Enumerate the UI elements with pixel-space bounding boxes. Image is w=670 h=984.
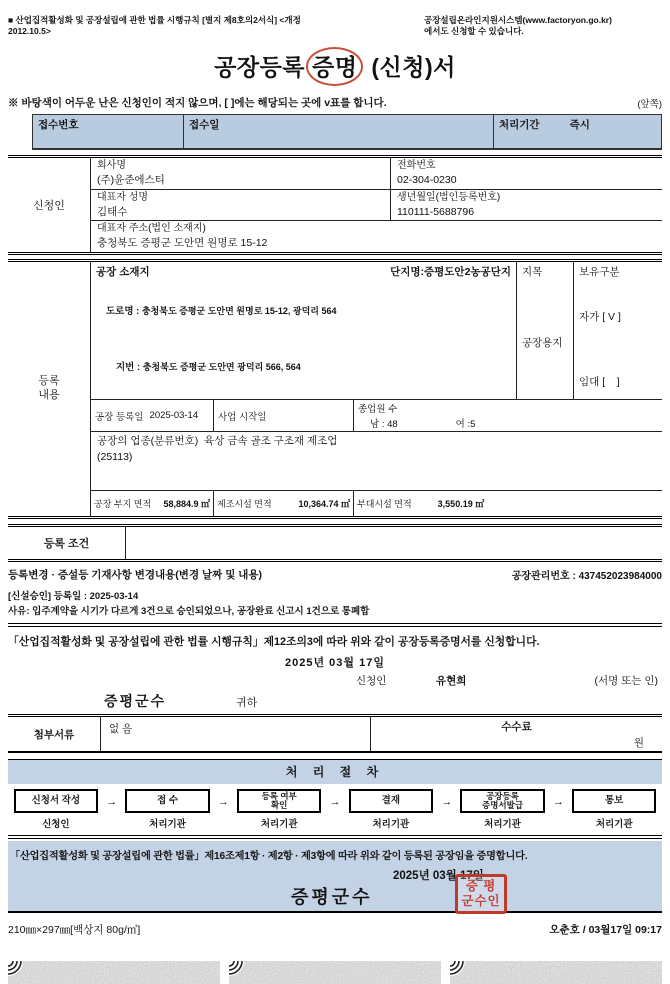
factory-mgmt-number-value: 437452023984000 <box>578 571 662 583</box>
manufacturing-area-label: 제조시설 면적 <box>217 499 272 510</box>
ceo-name-label: 대표자 성명 <box>97 191 149 203</box>
registration-date-label: 공장 등록일 <box>95 411 144 423</box>
processing-period-cell <box>493 115 661 148</box>
change-record-line1: [신설승인] 등록일 : 2025-03-14 <box>8 591 139 603</box>
processing-procedure-title: 처 리 절 차 <box>8 759 662 784</box>
company-name-value: (주)윤준에스티 <box>97 174 165 187</box>
factory-mgmt-number-label: 공장관리번호 : <box>511 571 576 583</box>
fee-unit: 원 <box>633 737 644 750</box>
industrial-complex-name: 단지명:증평도안2농공단지 <box>390 266 511 279</box>
company-name-cell <box>90 158 390 190</box>
phone-label: 전화번호 <box>397 160 436 172</box>
industry-type-label: 공장의 업종(분류번호) <box>97 435 199 448</box>
process-step-box: 신청서 작성 <box>14 789 98 813</box>
instruction-text: ※ 바탕색이 어두운 난은 신청인이 적지 않으며, [ ]에는 해당되는 곳에 v표를 합니다. <box>8 97 387 110</box>
auxiliary-area-value: 3,550.19 ㎡ <box>437 499 485 510</box>
signature-or-seal-note: (서명 또는 인) <box>594 675 658 688</box>
attachment-label: 첨부서류 <box>33 728 75 741</box>
industry-type-value: 육상 금속 골조 구조재 제조업 <box>204 435 338 448</box>
recipient-name: 증평군수 <box>104 693 167 710</box>
road-address-value: 충청북도 증평군 도안면 원명로 15-12, 광덕리 564 <box>141 306 337 317</box>
process-step-box: 공장등록 증명서발급 <box>460 789 544 813</box>
ownership-cell <box>573 262 662 400</box>
registration-main <box>90 262 662 516</box>
certification-statement: 「산업집적활성화 및 공장설립에 관한 법률」제16조제1항 · 제2항 · 제3항에 따라 위와 같이 등록된 공장임을 증명합니다. <box>10 851 528 863</box>
change-record-header <box>8 567 662 582</box>
phone-value: 02-304-0230 <box>397 174 457 187</box>
corp-reg-no-cell <box>390 190 662 222</box>
arrow-icon: → <box>441 796 453 809</box>
applicant-section-label: 신청인 <box>33 200 65 213</box>
copy-protection-strips <box>8 961 662 984</box>
arrow-icon: → <box>106 796 118 809</box>
online-system-note <box>424 15 662 37</box>
phone-cell <box>390 158 662 190</box>
processing-procedure-flow <box>8 789 662 830</box>
applicant-sign-label: 신청인 <box>356 675 387 688</box>
registration-date-value: 2025-03-14 <box>149 410 199 422</box>
application-date: 2025년 03월 17일 <box>285 657 385 670</box>
process-step-actor: 처리기관 <box>149 819 186 831</box>
employee-count-male: 남 : 48 <box>370 419 398 431</box>
application-statement: 「산업집적활성화 및 공장설립에 관한 법률 시행규칙」제12조의3에 따라 위와 같이 공장등록증명서를 신청합니다. <box>8 636 540 649</box>
applicant-sign-name: 유현희 <box>436 675 467 688</box>
manufacturing-area-cell <box>213 491 353 516</box>
ceo-name-cell <box>90 190 390 222</box>
employee-count-cell <box>353 400 662 432</box>
company-name-label: 회사명 <box>97 160 126 172</box>
registration-condition-value <box>125 527 662 559</box>
arrow-icon: → <box>552 796 564 809</box>
receipt-date-cell: 접수일 <box>183 115 493 148</box>
process-step-actor: 처리기관 <box>260 819 298 831</box>
ceo-address-cell <box>90 221 662 252</box>
form-reference <box>8 15 408 37</box>
process-step-actor: 처리기관 <box>484 819 521 831</box>
receipt-number-cell: 접수번호 <box>38 119 79 132</box>
form-title-prefix: 공장등록 <box>214 54 306 81</box>
fee-label: 수수료 <box>501 721 532 734</box>
process-step <box>570 789 658 830</box>
form-reference-line2: 2012.10.5> <box>8 26 51 37</box>
certification-date: 2025년 03월 17일 <box>393 870 484 883</box>
form-title <box>8 47 662 86</box>
process-step-actor: 신청인 <box>42 819 70 831</box>
land-category-cell <box>516 262 573 400</box>
applicant-table <box>8 155 662 255</box>
employee-count-female: 여 :5 <box>455 419 476 431</box>
ceo-address-label: 대표자 주소(법인 소재지) <box>97 223 206 235</box>
ceo-address-value: 충청북도 증평군 도안면 원명로 15-12 <box>97 237 268 250</box>
road-address-label: 도로명 : <box>106 306 140 318</box>
attachment-table <box>8 714 662 753</box>
corp-reg-no-value: 110111-5688796 <box>397 205 475 218</box>
registration-date-cell <box>90 400 213 432</box>
site-area-value: 58,884.9 ㎡ <box>163 499 210 510</box>
arrow-icon: → <box>217 796 229 809</box>
process-step <box>459 789 547 830</box>
certification-block <box>8 841 662 913</box>
form-title-circled-stamp: 증명 <box>306 47 363 86</box>
recipient-row <box>8 691 662 711</box>
section-divider <box>8 623 662 627</box>
process-step <box>124 789 212 830</box>
process-step <box>347 789 435 830</box>
form-reference-line1: ■ 산업집적활성화 및 공장설립에 관한 법률 시행규칙 [별지 제8호의2서식] <개정 <box>8 15 301 25</box>
registration-condition-table <box>8 524 662 562</box>
industry-code-value: (25113) <box>97 450 133 463</box>
noise-texture <box>450 961 662 984</box>
noise-strip <box>229 961 441 984</box>
change-record-line2: 사유: 입주계약을 시기가 다르게 3건으로 승인되었으나, 공장완료 신고시 1건으로 통폐합 <box>8 606 370 618</box>
receipt-header-row <box>32 114 662 150</box>
jibun-address-value: 충청북도 증평군 도안면 광덕리 566, 564 <box>142 362 301 373</box>
jibun-address-line <box>116 359 511 373</box>
manufacturing-area-value: 10,364.74 ㎡ <box>298 499 350 510</box>
official-seal-stamp <box>455 874 507 914</box>
fee-cell <box>370 717 662 751</box>
noise-texture <box>229 961 441 984</box>
registration-section-label-line1: 등록 <box>38 375 60 388</box>
industry-type-row <box>90 431 662 491</box>
process-step-box: 접 수 <box>125 789 209 813</box>
print-info: 오춘호 / 03월17일 09:17 <box>549 924 662 937</box>
instruction-row <box>8 95 662 110</box>
factory-location-label: 공장 소재지 <box>96 266 150 279</box>
registration-condition-label: 등록 조건 <box>43 538 90 551</box>
processing-procedure-section <box>8 759 662 830</box>
arrow-icon: → <box>329 796 341 809</box>
process-step-box: 통보 <box>572 789 656 813</box>
process-step-box: 등록 여부 확인 <box>237 789 321 813</box>
change-record-heading: 등록변경 · 증설등 기재사항 변경내용(변경 날짜 및 내용) <box>8 569 263 582</box>
business-start-date-label: 사업 시작일 <box>218 411 267 423</box>
process-step-actor: 처리기관 <box>595 819 633 831</box>
ownership-own-checkbox: 자가 [ V ] <box>579 311 621 324</box>
attachment-value: 없 음 <box>100 717 370 751</box>
jibun-address-label: 지번 : <box>116 362 141 374</box>
noise-strip <box>450 961 662 984</box>
land-category-label: 지목 <box>522 266 543 279</box>
online-system-note-line1: 공장설립온라인지원시스템(www.factoryon.go.kr) <box>424 15 612 25</box>
processing-period-label: 처리기간 <box>499 119 540 132</box>
online-system-note-line2: 에서도 신청할 수 있습니다. <box>424 26 524 37</box>
factory-mgmt-number <box>512 567 662 582</box>
paper-spec: 210㎜×297㎜[백상지 80g/㎡] <box>8 924 141 937</box>
issuer-name: 증평군수 <box>291 887 373 908</box>
area-row <box>90 491 662 516</box>
recipient-honorific: 귀하 <box>236 697 258 710</box>
dates-employees-row <box>90 400 662 431</box>
land-category-value: 공장용지 <box>522 337 563 350</box>
ownership-label: 보유구분 <box>579 266 620 279</box>
auxiliary-area-cell <box>353 491 662 516</box>
factory-location-row <box>90 262 662 400</box>
factory-location-cell <box>90 262 516 400</box>
application-signature-row <box>8 673 662 691</box>
auxiliary-area-label: 부대시설 면적 <box>357 499 412 510</box>
process-step-actor: 처리기관 <box>372 819 410 831</box>
process-step <box>235 789 323 830</box>
official-seal-line2: 군수인 <box>461 894 501 909</box>
ownership-lease-checkbox: 임대 [ ] <box>579 376 620 389</box>
corp-reg-no-label: 생년월일(법인등록번호) <box>397 191 501 203</box>
page-footer <box>8 922 662 937</box>
form-title-suffix: (신청)서 <box>364 54 456 81</box>
registration-section-label-line2: 내용 <box>38 389 60 402</box>
page-side-label: (앞쪽) <box>637 99 662 111</box>
official-seal-line1: 증 평 <box>465 879 497 894</box>
employee-count-label: 종업원 수 <box>358 404 398 416</box>
business-start-date-cell <box>213 400 353 432</box>
site-area-label: 공장 부지 면적 <box>94 499 152 510</box>
process-step-box: 결재 <box>349 789 433 813</box>
ceo-name-value: 김태수 <box>97 205 128 218</box>
processing-period-value: 즉시 <box>569 119 590 132</box>
road-address-line <box>106 303 511 317</box>
site-area-cell <box>90 491 213 516</box>
noise-strip <box>8 961 220 984</box>
registration-table <box>8 259 662 519</box>
process-step <box>12 789 100 830</box>
form-header <box>8 0 662 37</box>
section-divider <box>8 835 662 839</box>
registration-section-label <box>8 262 90 516</box>
noise-texture <box>8 961 220 984</box>
